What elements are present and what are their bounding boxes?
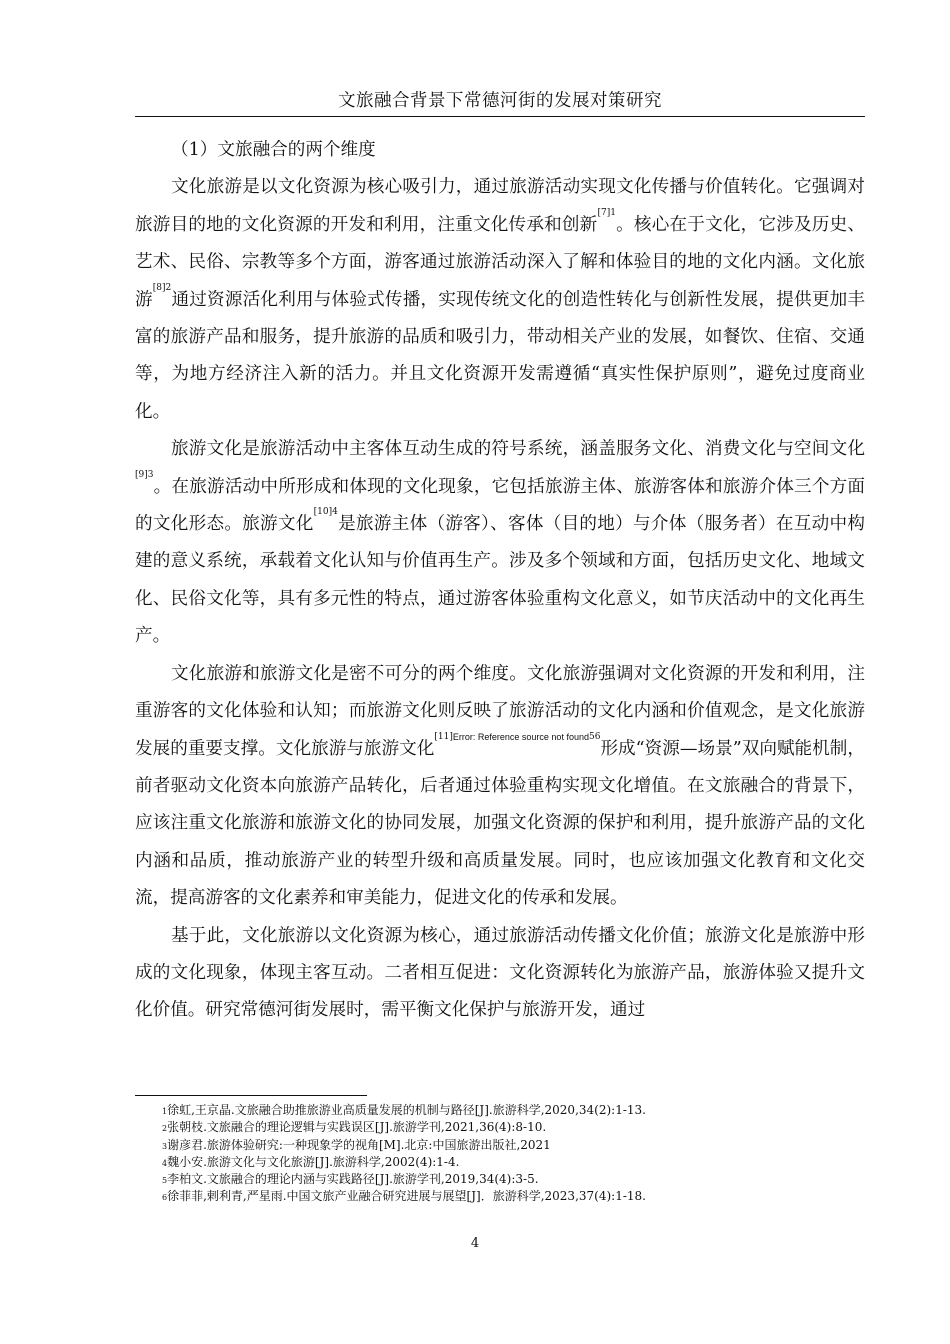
citation-marker: [11] [434, 731, 453, 742]
footnote-text: 张朝枝.文旅融合的理论逻辑与实践误区[J].旅游学刊,2021,36(4):8-10. [167, 1120, 547, 1135]
footnote-item [162, 1154, 862, 1171]
footnote-separator [135, 1095, 367, 1096]
paragraph-text: 文化旅游和旅游文化是密不可分的两个维度。文化旅游强调对文化资源的开发和利用，注重游客的文化体验和认知；而旅游文化则反映了旅游活动的文化内涵和价值观念，是文化旅游发展的重要支撑。文化旅游与旅游文化 [135, 663, 865, 759]
footnotes [162, 1102, 862, 1206]
footnote-number: 6 [162, 1193, 168, 1203]
footnote-item [162, 1188, 862, 1205]
footnote-item [162, 1119, 862, 1136]
paragraph-text: 通过资源活化利用与体验式传播，实现传统文化的创造性转化与创新性发展，提供更加丰富的旅游产品和服务，提升旅游的品质和吸引力，带动相关产业的发展，如餐饮、住宿、交通等，为地方经济注入新的活力。并且文化资源开发需遵循“真实性保护原则”，避免过度商业化。 [135, 289, 865, 422]
paragraph-text: 基于此，文化旅游以文化资源为核心，通过旅游活动传播文化价值；旅游文化是旅游中形成的文化现象，体现主客互动。二者相互促进：文化资源转化为旅游产品，旅游体验又提升文化价值。研究常德河街发展时，需平衡文化保护与旅游开发，通过 [135, 925, 865, 1021]
paragraph-two-dimensions [135, 656, 865, 918]
footnote-text: 谢彦君.旅游体验研究:一种现象学的视角[M].北京:中国旅游出版社,2021 [167, 1137, 551, 1152]
section-heading: （1）文旅融合的两个维度 [171, 140, 376, 160]
citation-marker: 56 [588, 731, 601, 742]
citation-marker: [9]3 [135, 469, 154, 480]
paragraph-text: 。核心在于文化，它涉及历史、艺术、民俗、宗教等多个方面，游客通过旅游活动深入了解和体验目的地的文化内涵。文化旅游 [135, 214, 865, 310]
footnote-number: 1 [162, 1107, 168, 1116]
citation-marker: [10]4 [313, 507, 338, 518]
paragraph-conclusion [135, 918, 865, 1030]
paragraph-tourism-culture [135, 431, 865, 655]
paragraph-text: 文化旅游是以文化资源为核心吸引力，通过旅游活动实现文化传播与价值转化。它强调对旅游目的地的文化资源的开发和利用，注重文化传承和创新 [135, 177, 865, 235]
footnote-item [162, 1171, 862, 1188]
footnote-number: 3 [162, 1141, 168, 1151]
paragraph-text: 。在旅游活动中所形成和体现的文化现象，它包括旅游主体、旅游客体和旅游介体三个方面的文化形态。旅游文化 [135, 476, 865, 535]
footnote-number: 2 [162, 1124, 168, 1134]
header-title: 文旅融合背景下常德河街的发展对策研究 [338, 91, 662, 111]
main-body [135, 132, 865, 1030]
footnote-text: 魏小安.旅游文化与文化旅游[J].旅游科学,2002(4):1-4. [167, 1154, 460, 1169]
page-number: 4 [470, 1236, 480, 1251]
footnote-item [162, 1137, 862, 1154]
running-header [135, 86, 865, 117]
footnote-text: 徐菲菲,剌利青,严星雨.中国文旅产业融合研究进展与展望[J]．旅游科学,2023,37(4):1-18. [167, 1189, 646, 1204]
paragraph-cultural-tourism [135, 169, 865, 431]
paragraph-text: 是旅游主体（游客）、客体（目的地）与介体（服务者）在互动中构建的意义系统，承载着文化认知与价值再生产。涉及多个领域和方面，包括历史文化、地域文化、民俗文化等，具有多元性的特点，通过游客体验重构文化意义，如节庆活动中的文化再生产。 [135, 514, 865, 647]
citation-marker: [7]1 [597, 207, 616, 218]
footnote-number: 4 [162, 1158, 168, 1168]
paragraph-text: 形成“资源—场景”双向赋能机制，前者驱动文化资本向旅游产品转化，后者通过体验重构实现文化增值。在文旅融合的背景下，应该注重文化旅游和旅游文化的协同发展，加强文化资源的保护和利用，提升旅游产品的文化内涵和品质，推动旅游产业的转型升级和高质量发展。同时，也应该加强文化教育和文化交流，提高游客的文化素养和审美能力，促进文化的传承和发展。 [135, 738, 865, 909]
footnote-text: 徐虹,王京晶.文旅融合助推旅游业高质量发展的机制与路径[J].旅游科学,2020,34(2):1-13. [167, 1103, 646, 1117]
footnote-number: 5 [162, 1176, 168, 1186]
reference-error-text: Error: Reference source not found [452, 731, 589, 742]
footnote-item [162, 1102, 862, 1119]
citation-marker: [8]2 [152, 282, 172, 293]
paragraph-text: 旅游文化是旅游活动中主客体互动生成的符号系统，涵盖服务文化、消费文化与空间文化 [171, 439, 865, 460]
footnote-text: 李柏文.文旅融合的理论内涵与实践路径[J].旅游学刊,2019,34(4):3-5. [167, 1172, 539, 1187]
